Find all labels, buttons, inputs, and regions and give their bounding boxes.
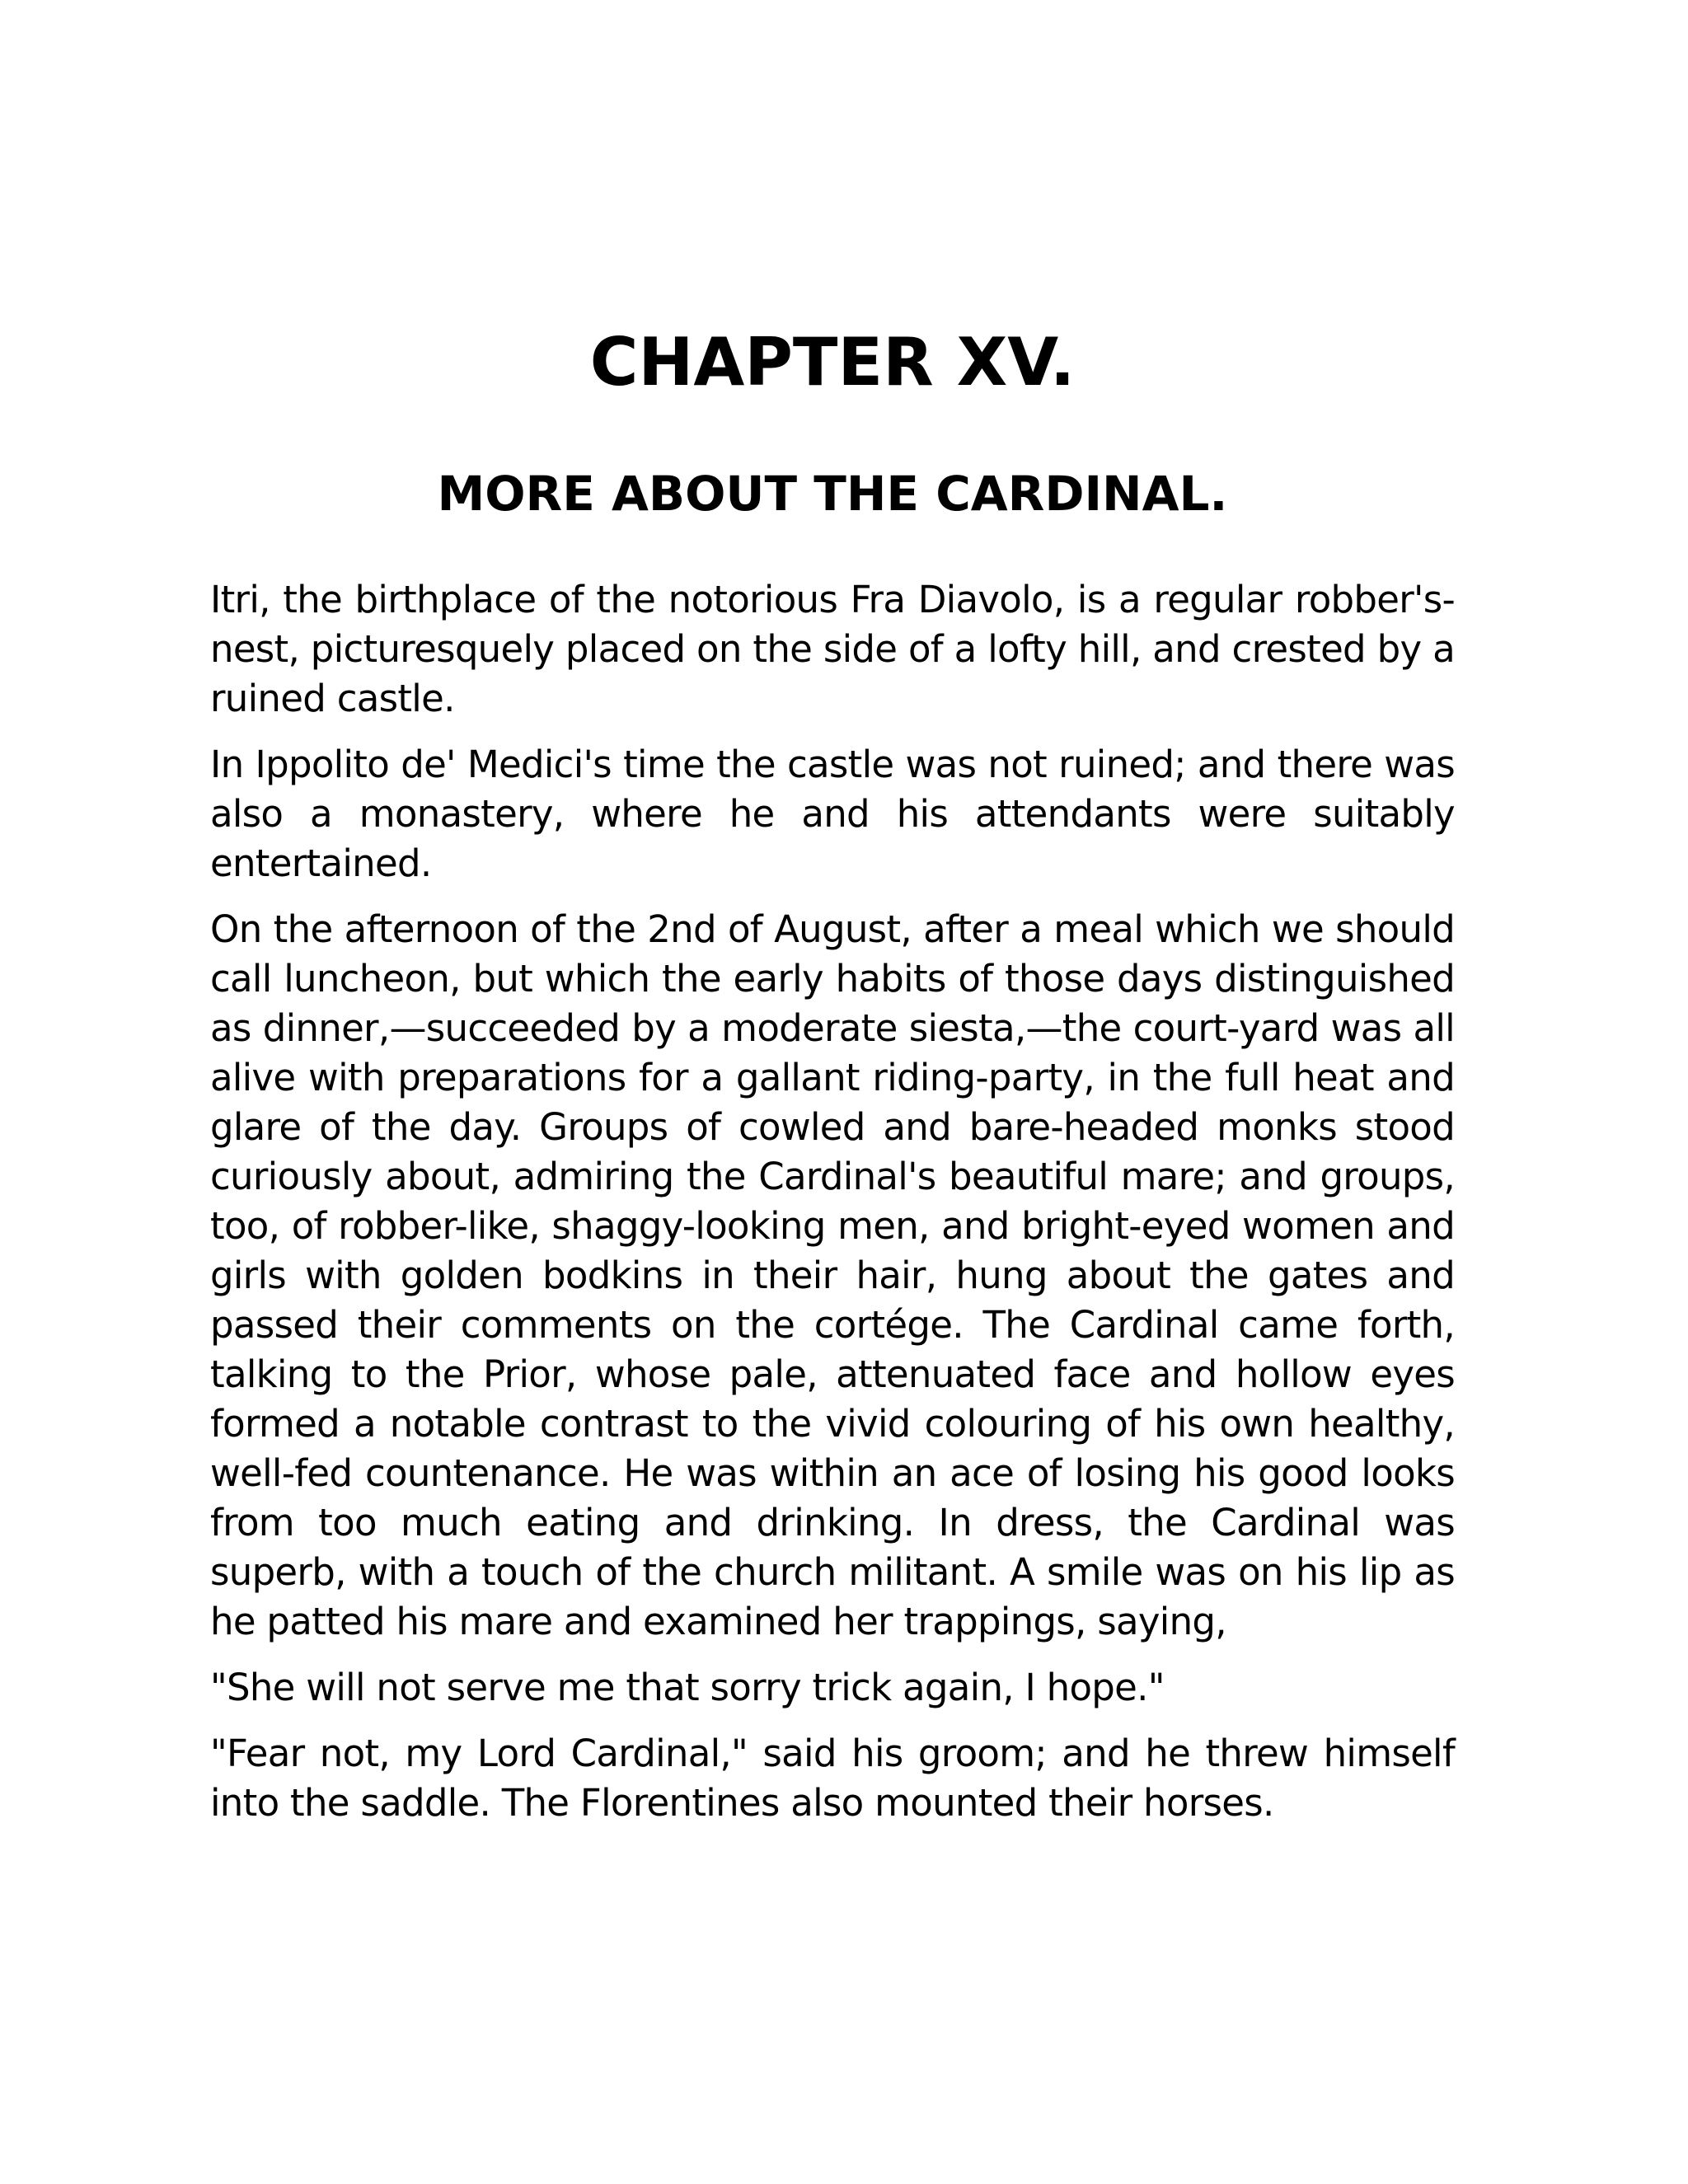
chapter-title: CHAPTER XV. [589, 324, 1076, 401]
chapter-subtitle: MORE ABOUT THE CARDINAL. [437, 466, 1228, 522]
chapter-body [210, 575, 1455, 1844]
paragraph-3: On the afternoon of the 2nd of August, after a meal which we should call luncheon, but which the early habits of those days distinguished as dinner,—succeeded by a moderate siesta,—the court-yard was all alive with preparations for a gallant riding-party, in the full heat and glare of the day. Groups of cowled and bare-headed monks stood curiously about, admiring the Cardinal's beautiful mare; and groups, too, of robber-like, shaggy-looking men, and bright-eyed women and girls with golden bodkins in their hair, hung about the gates and passed their comments on the cortége. The Cardinal came forth, talking to the Prior, whose pale, attenuated face and hollow eyes formed a notable contrast to the vivid colouring of his own healthy, well-fed countenance. He was within an ace of losing his good looks from too much eating and drinking. In dress, the Cardinal was superb, with a touch of the church militant. A smile was on his lip as he patted his mare and examined her trappings, saying, [210, 907, 1455, 1643]
paragraph-5: "Fear not, my Lord Cardinal," said his groom; and he threw himself into the saddle. The Florentines also mounted their horses. [210, 1732, 1455, 1825]
book-page [210, 0, 1455, 2184]
paragraph-4: "She will not serve me that sorry trick again, I hope." [210, 1666, 1165, 1709]
paragraph-2: In Ippolito de' Medici's time the castle was not ruined; and there was also a monastery, where he and his attendants were suitably entertained. [210, 743, 1455, 885]
paragraph-1: Itri, the birthplace of the notorious Fra Diavolo, is a regular robber's-nest, picturesquely placed on the side of a lofty hill, and crested by a ruined castle. [210, 578, 1455, 720]
